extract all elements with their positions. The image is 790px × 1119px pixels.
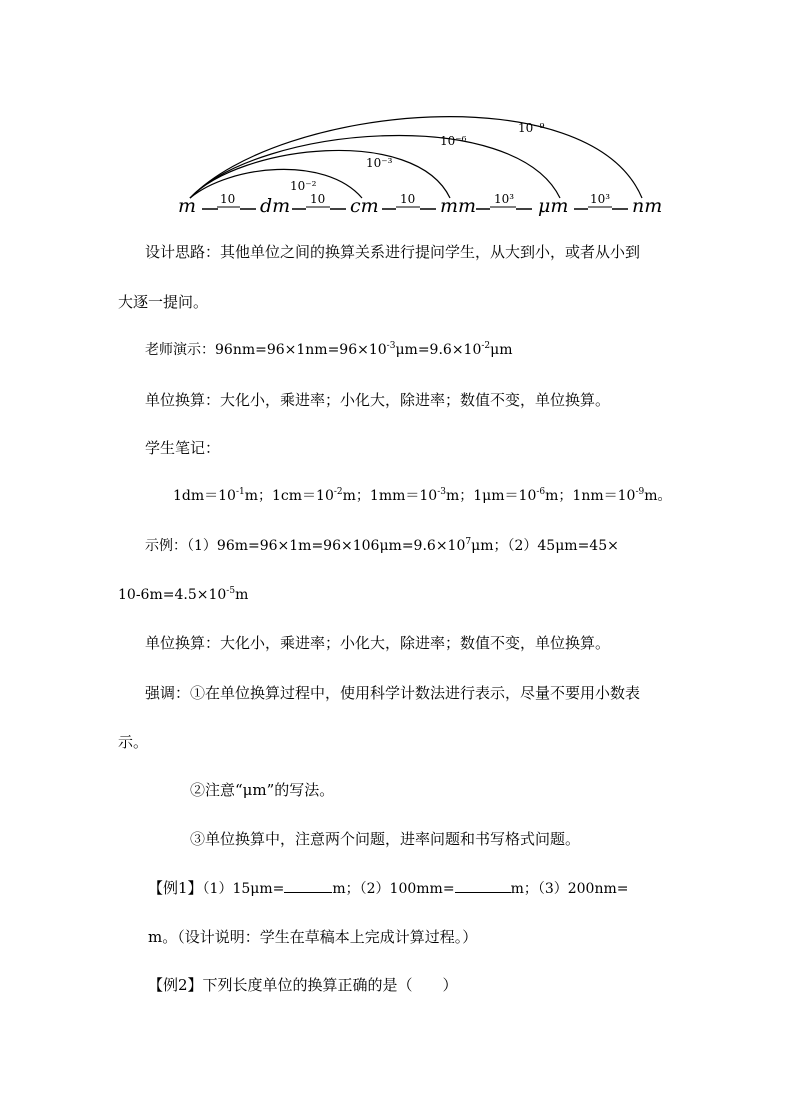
step-3 [382, 192, 436, 209]
example-line-1 [145, 536, 619, 558]
teacher-demo-mid: μm=9.6×10 [395, 342, 482, 358]
example-l1-sup: 7 [465, 537, 472, 547]
example-2-text: 下列长度单位的换算正确的是（ ） [202, 976, 458, 994]
student-notes-content [173, 486, 672, 508]
note-cm: m；1cm＝10 [244, 488, 334, 504]
unit-um: μm [538, 195, 569, 217]
step-5 [574, 192, 628, 209]
arc-m-cm [190, 169, 362, 198]
example-1-label: 【例1】 [148, 879, 203, 897]
arc-label-mm: 10⁻³ [366, 156, 393, 170]
example-2-label: 【例2】 [148, 976, 203, 994]
step-2 [292, 192, 346, 209]
note-dm: 1dm＝10 [173, 488, 236, 504]
teacher-demo-sup-2: -2 [481, 341, 491, 351]
note-nm-sup: -9 [635, 487, 645, 497]
note-um-sup: -6 [536, 487, 546, 497]
teacher-demo-sup-1: -3 [386, 341, 396, 351]
step-label-4: 10³ [494, 192, 515, 206]
note-mm-sup: -3 [437, 487, 446, 497]
step-4 [476, 192, 532, 209]
note-um: m；1μm＝10 [446, 488, 537, 504]
step-label-5: 10³ [590, 192, 611, 206]
arc-m-nm [190, 117, 642, 198]
example-1-part-b: m；（2）100mm= [332, 881, 455, 897]
design-idea-line-2: 大逐一提问。 [118, 293, 209, 311]
unit-conversion-diagram [170, 95, 670, 220]
arc-label-nm: 10⁻⁹ [518, 121, 545, 135]
conversion-rule-2: 单位换算：大化小，乘进率；小化大，除进率；数值不变，单位换算。 [145, 634, 611, 652]
example-l1-pre: 示例：（1）96m=96×1m=96×106μm=9.6×10 [145, 538, 466, 554]
teacher-demo-end: μm [490, 342, 513, 358]
answer-blank-2[interactable] [455, 878, 511, 893]
step-1 [202, 192, 256, 209]
step-label-2: 10 [310, 192, 326, 206]
example-l2-sup: -5 [226, 586, 236, 596]
answer-blank-1[interactable] [284, 878, 332, 893]
arc-label-cm: 10⁻² [290, 179, 317, 193]
step-label-3: 10 [400, 192, 416, 206]
unit-dm: dm [260, 195, 291, 217]
unit-mm: mm [440, 195, 477, 217]
unit-m: m [178, 195, 197, 217]
example-1-line-2: m。（设计说明：学生在草稿本上完成计算过程。） [148, 928, 478, 946]
emphasis-line-2: 示。 [118, 733, 149, 751]
note-end: m。 [644, 488, 672, 504]
note-nm: m；1nm＝10 [545, 488, 636, 504]
diagram-svg [170, 95, 670, 220]
arc-label-um: 10⁻⁶ [440, 134, 467, 148]
step-label-1: 10 [220, 192, 236, 206]
teacher-demo-pre: 老师演示：96nm=96×1nm=96×10 [145, 342, 387, 358]
example-line-2 [118, 585, 248, 607]
student-notes-heading: 学生笔记： [145, 439, 221, 457]
example-1-part-a: （1）15μm= [202, 881, 285, 897]
example-l2-post: m [235, 587, 249, 603]
design-idea-line-1: 设计思路：其他单位之间的换算关系进行提问学生，从大到小，或者从小到 [145, 243, 641, 261]
conversion-rule-1: 单位换算：大化小，乘进率；小化大，除进率；数值不变，单位换算。 [145, 391, 611, 409]
unit-nm: nm [632, 195, 663, 217]
example-1-part-c: m；（3）200nm= [510, 881, 629, 897]
note-mm: m；1mm＝10 [342, 488, 438, 504]
example-l2-pre: 10-6m=4.5×10 [118, 587, 227, 603]
emphasis-line-1: 强调：①在单位换算过程中，使用科学计数法进行表示，尽量不要用小数表 [145, 684, 641, 702]
note-cm-sup: -2 [333, 487, 343, 497]
emphasis-point-2: ②注意“μm”的写法。 [190, 781, 335, 799]
teacher-demo [145, 340, 513, 362]
example-l1-post: μm；（2）45μm=45× [471, 538, 619, 554]
example-2-line [148, 975, 458, 995]
emphasis-point-3: ③单位换算中，注意两个问题，进率问题和书写格式问题。 [190, 830, 581, 848]
unit-cm: cm [350, 195, 379, 217]
example-1-line-1 [148, 878, 629, 899]
note-dm-sup: -1 [235, 487, 245, 497]
